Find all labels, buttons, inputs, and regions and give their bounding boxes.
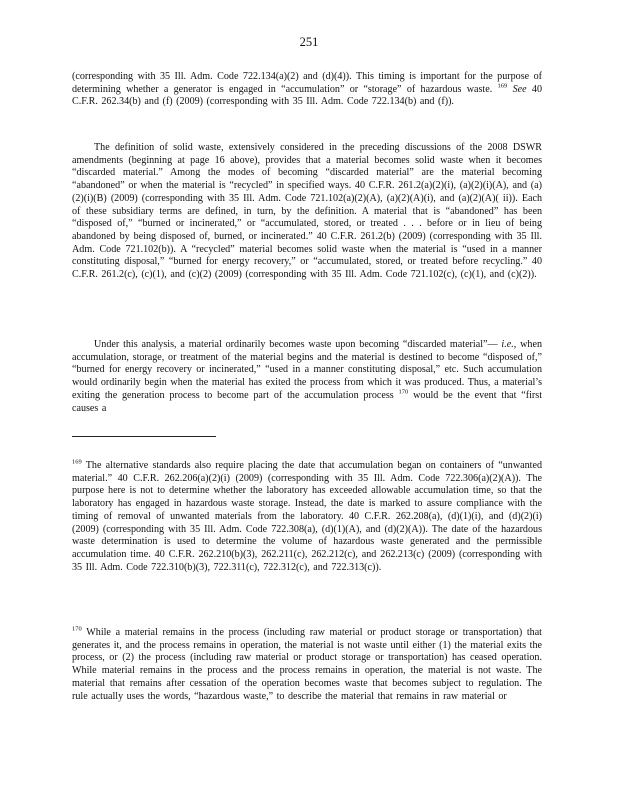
footnote-number: 169 <box>72 458 82 466</box>
footnote-text: The alternative standards also require placing the date that accumulation began on containers of “unwanted material.” 40 C.F.R. 262.206(a)(2)(i) (2009) (corresponding with 35 Ill. Adm. Code 722.306(a)(2)(A)). The purpose here is not to determine whether the laboratory has exceeded allowable accumulation time, so that the laboratory has engaged in hazardous waste storage. Instead, the date is marked to assure compliance with the timing of removal of unwanted materials from the laboratory. 40 C.F.R. 262.208(a), (d)(1)(i), and (d)(2)(i) (2009) (corresponding with 35 Ill. Adm. Code 722.308(a), (d)(1)(A), and (d)(2)(A)). The date of the hazardous waste determination is used to determine the volume of hazardous waste generated and the permissible accumulation time. 40 C.F.R. 262.210(b)(3), 262.211(c), 262.212(c), and 262.213(c) (2009) (corresponding with 35 Ill. Adm. Code 722.310(b)(3), 722.311(c), 722.312(c), and 722.313(c)). <box>72 460 542 573</box>
paragraph-analysis <box>72 339 542 415</box>
paragraph-text: The definition of solid waste, extensively considered in the preceding discussions of the 2008 DSWR amendments (beginning at page 16 above), provides that a material becomes solid waste when it becomes “discarded material.” Among the modes of becoming “discarded material” are the material becoming “abandoned” or when the material is “recycled” in specified ways. 40 C.F.R. 261.2(a)(2)(i), (a)(2)(i)(A), and (a)(2)(i)(B) (2009) (corresponding with 35 Ill. Adm. Code 721.102(a)(2)(A), (a)(2)(A)(i), and (a)(2)(A)( ii)). Each of these subsidiary terms are defined, in turn, by the definition. A material that is “abandoned” has been “disposed of,” “burned or incinerated,” or “accumulated, stored, or treated . . . before or in lieu of being abandoned by being disposed of, burned, or incinerated.” 40 C.F.R. 261.2(b) (2009) (corresponding with 35 Ill. Adm. Code 721.102(b)). A “recycled” material becomes solid waste when the material is “used in a manner constituting disposal,” “burned for energy recovery,” or “accumulated, stored, or treated before recycling.” 40 C.F.R. 261.2(c), (c)(1), and (c)(2) (2009) (corresponding with 35 Ill. Adm. Code 721.102(c), (c)(1), and (c)(2)). <box>72 142 542 281</box>
paragraph-segment: , when accumulation, storage, or treatment of the material begins and the material is destined to become “disposed of,” “burned for energy recovery or incinerated,” “used in a manner constituting disposal,” etc. Such accumulation would ordinarily begin when the material has exited the process from which it was produced. Thus, a material’s exiting the generation process to become part of the accumulation process <box>72 339 542 401</box>
paragraph-segment: (corresponding with 35 Ill. Adm. Code 722.134(a)(2) and (d)(4)). This timing is important for the purpose of determining whether a generator is engaged in “accumulation” or “storage” of hazardous waste. <box>72 71 542 95</box>
footnote-separator <box>72 436 216 437</box>
paragraph-definition-of-solid-waste <box>72 142 542 282</box>
paragraph-text <box>72 71 542 109</box>
paragraph-continued <box>72 71 542 109</box>
footnote-reference-170[interactable]: 170 <box>398 388 409 396</box>
ie-abbreviation: i.e. <box>501 339 514 350</box>
citation-signal: See <box>512 83 527 95</box>
footnote-text: While a material remains in the process (including raw material or product storage or transportation) that generates it, and the process remains in operation, the material is not waste until either (1) the material exits the process, or (2) the process (including raw material or product storage or transportation) has ceased operation. While material remains in the process and the process remains in operation, the material is not waste. The material that remains after cessation of the operation becomes waste that becomes subject to regulation. The rule actually uses the words, “hazardous waste,” to describe the material that remains in raw material or <box>72 627 542 702</box>
paragraph-segment: would be the event that “first causes a <box>72 389 543 414</box>
paragraph-segment: Under this analysis, a material ordinarily becomes waste upon becoming “discarded material”— <box>94 339 502 350</box>
footnote-169 <box>72 460 542 574</box>
footnote-number: 170 <box>72 625 82 633</box>
page-number: 251 <box>299 35 319 49</box>
paragraph-text <box>72 339 542 415</box>
footnote-170 <box>72 627 542 703</box>
paragraph-segment: 40 C.F.R. 262.34(b) and (f) (2009) (corresponding with 35 Ill. Adm. Code 722.134(b) and (f)). <box>72 83 542 108</box>
footnote-reference-169[interactable]: 169 <box>497 82 508 90</box>
